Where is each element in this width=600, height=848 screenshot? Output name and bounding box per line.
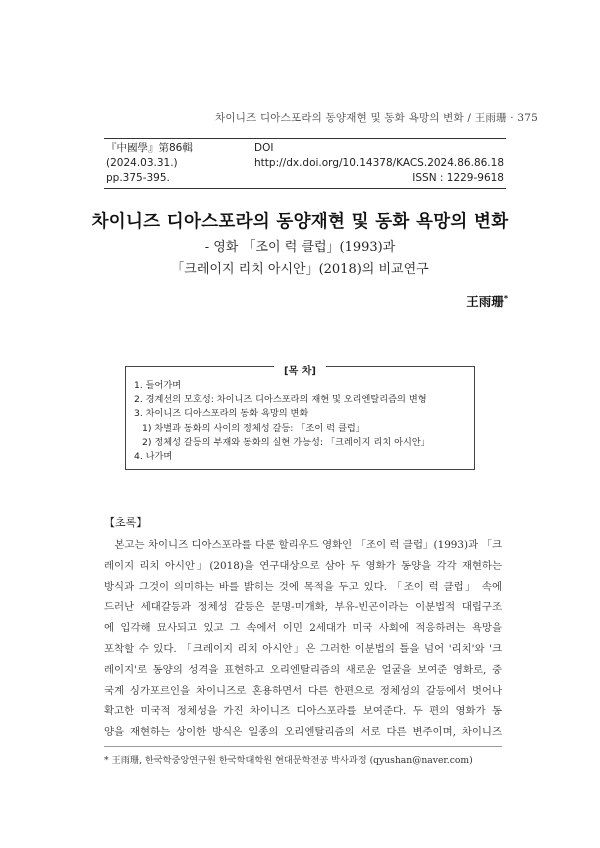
abstract-line: 방식과 그것이 의미하는 바를 밝히는 것에 목적을 두고 있다. 「조이 럭 클럽」 속에 xyxy=(104,580,502,593)
abstract-line: 국계 싱가포르인을 차이니즈로 혼용하면서 다른 한편으로 정체성의 갈등에서 벗어나 xyxy=(104,684,502,697)
table-of-contents xyxy=(125,366,475,470)
article-meta xyxy=(104,138,506,189)
toc-item-1: 1. 들어가며 xyxy=(134,380,182,391)
paper-subtitle-line2: 「크레이지 리치 아시안」(2018)의 비교연구 xyxy=(171,262,429,277)
issn: ISSN : 1229-9618 xyxy=(412,172,504,184)
author-text: 王雨珊 xyxy=(466,294,504,309)
journal-info: 『中國學』第86輯 (2024.03.31.) xyxy=(106,142,193,169)
abstract-line: 드러난 세대갈등과 정체성 갈등은 문명-미개화, 부유-빈곤이라는 이분법적 대립구조 xyxy=(104,601,502,614)
abstract-line: 확고한 미국적 정체성을 가진 차이니즈 디아스포라를 보여준다. 두 편의 영화가 동 xyxy=(104,705,502,718)
toc-item-2: 2. 경계선의 모호성: 차이니즈 디아스포라의 재현 및 오리엔탈리즘의 변형 xyxy=(134,394,427,406)
toc-item-3-1: 1) 차별과 동화의 사이의 정체성 갈등: 「조이 럭 클럽」 xyxy=(142,422,365,434)
paper-title: 차이니즈 디아스포라의 동양재현 및 동화 욕망의 변화 xyxy=(91,212,509,232)
toc-heading-wrap xyxy=(126,359,474,378)
abstract-body xyxy=(104,535,502,743)
abstract-line: 레이지 리치 아시안」(2018)을 연구대상으로 삼아 두 영화가 동양을 각각 재현하는 xyxy=(104,559,502,572)
abstract-label: 【초록】 xyxy=(104,516,148,529)
toc-heading: [목 차] xyxy=(274,366,326,377)
toc-item-3-2: 2) 정체성 갈등의 부재와 동화의 실현 가능성: 「크레이지 리치 아시안」 xyxy=(142,436,430,448)
abstract-line: 본고는 차이니즈 디아스포라를 다룬 할리우드 영화인 「조이 럭 클럽」(1993)과 「크 xyxy=(104,539,502,551)
footnote-divider xyxy=(104,746,502,747)
author-name xyxy=(466,292,508,310)
page-range: pp.375-395. xyxy=(106,172,170,184)
author-footnote: * 王雨珊, 한국학중앙연구원 한국학대학원 현대문학전공 박사과정 (qyushan@naver.com) xyxy=(104,755,473,766)
abstract-line: 포착할 수 있다. 「크레이지 리치 아시안」은 그러한 이분법의 틀을 넘어 '리치'와 '크 xyxy=(104,642,502,655)
toc-item-3: 3. 차이니즈 디아스포라의 동화 욕망의 변화 xyxy=(134,408,309,420)
abstract-line: 에 입각해 묘사되고 있고 그 속에서 이민 2세대가 미국 사회에 적응하려는 욕망을 xyxy=(104,622,502,635)
running-head: 차이니즈 디아스포라의 동양재현 및 동화 욕망의 변화 / 王雨珊 · 375 xyxy=(215,112,538,124)
toc-item-4: 4. 나가며 xyxy=(134,451,173,463)
abstract-line: 레이지'로 동양의 성격을 표현하고 오리엔탈리즘의 새로운 얼굴을 보여준 영화로, 중 xyxy=(104,663,502,676)
author-footnote-mark: * xyxy=(503,293,508,303)
abstract-line: 양을 재현하는 상이한 방식은 일종의 오리엔탈리즘의 서로 다른 변주이며, 차이니즈 xyxy=(104,726,502,739)
doi-link[interactable]: DOI http://dx.doi.org/10.14378/KACS.2024.86.86.18 xyxy=(254,142,505,169)
paper-subtitle-line1: - 영화 「조이 럭 클럽」(1993)과 xyxy=(204,240,396,255)
